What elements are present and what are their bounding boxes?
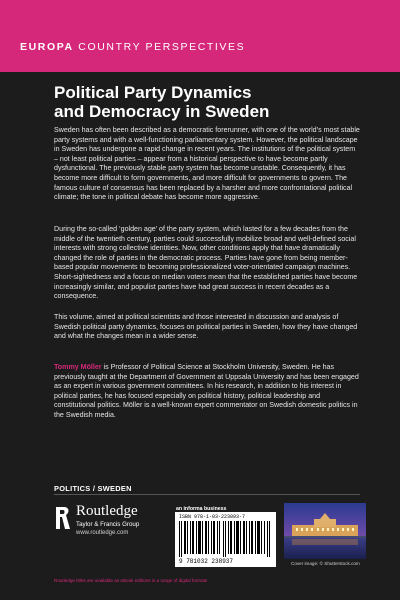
ebook-availability-note: Routledge titles are available as eBook editions in a range of digital formats <box>54 578 208 583</box>
blurb-paragraph-2: During the so-called ‘golden age’ of the party system, which lasted for a few decades from the middle of the twentieth century, parties could successfully mobilize broad and well-defined social interests with strong collective identities. Now, other conditions apply that have dramatically changed the role of parties in the democratic process. Parties have gone from being member-based popular movements to becoming professionalized voter-orientated campaign machines. Short-sightedness and a focus on median voters mean that the established parties have become increasingly similar, and populist parties have had great success in recent decades as a consequence. <box>54 225 358 301</box>
series-label <box>20 41 245 53</box>
barcode-bars <box>179 521 272 557</box>
subject-category: POLITICS / SWEDEN <box>54 484 132 493</box>
isbn-text: ISBN 978-1-03-223893-7 <box>179 514 246 520</box>
blurb-paragraph-1: Sweden has often been described as a democratic forerunner, with one of the world’s most stable party systems and with a well-functioning parliamentary system. However, the political landscape in Sweden has undergone a rapid change in recent years. The institutions of the political system – not least political parties – appear from a historical perspective to have become partly dysfunctional. The previously stable party system has become unstable. Consequently, it has become more difficult to form governments, and more difficult for governments to govern. The famous culture of consensus has been replaced by a harsher and more confrontational political climate; the tone in political debate has become more aggressive. <box>54 126 360 202</box>
informa-tagline: an informa business <box>176 506 227 512</box>
barcode-number: 9 781032 238937 <box>179 558 234 565</box>
photo-credit: Cover image: © Shutterstock.com <box>291 561 360 566</box>
book-title-line-1: Political Party Dynamics <box>54 83 252 102</box>
routledge-logo-icon <box>54 505 71 531</box>
author-bio <box>54 363 360 421</box>
publisher-url: www.routledge.com <box>76 530 129 536</box>
book-title-line-2: and Democracy in Sweden <box>54 102 270 121</box>
divider <box>54 494 360 495</box>
book-title <box>54 83 354 121</box>
series-label-rest: COUNTRY PERSPECTIVES <box>73 41 246 53</box>
publisher-group: Taylor & Francis Group <box>76 521 140 528</box>
series-label-bold: EUROPA <box>20 41 74 53</box>
author-name: Tommy Möller <box>54 363 102 371</box>
series-band <box>0 0 400 72</box>
barcode <box>175 512 276 567</box>
author-bio-text: is Professor of Political Science at Stockholm University, Sweden. He has previously taught at the Department of Government at Uppsala University and has been engaged as an expert in various government committees. In his research, in addition to his interest in political parties, he has focused especially on political history, political leadership and constitutional politics. Möller is a well-known expert commentator on Swedish domestic politics in the Swedish media. <box>54 363 359 419</box>
blurb-paragraph-3: This volume, aimed at political scientists and those interested in discussion and analysis of Swedish political party dynamics, focuses on political parties in Sweden, how they have changed and what the changes mean in a wider sense. <box>54 313 358 341</box>
cover-photo <box>284 503 366 559</box>
publisher-name: Routledge <box>76 503 138 519</box>
